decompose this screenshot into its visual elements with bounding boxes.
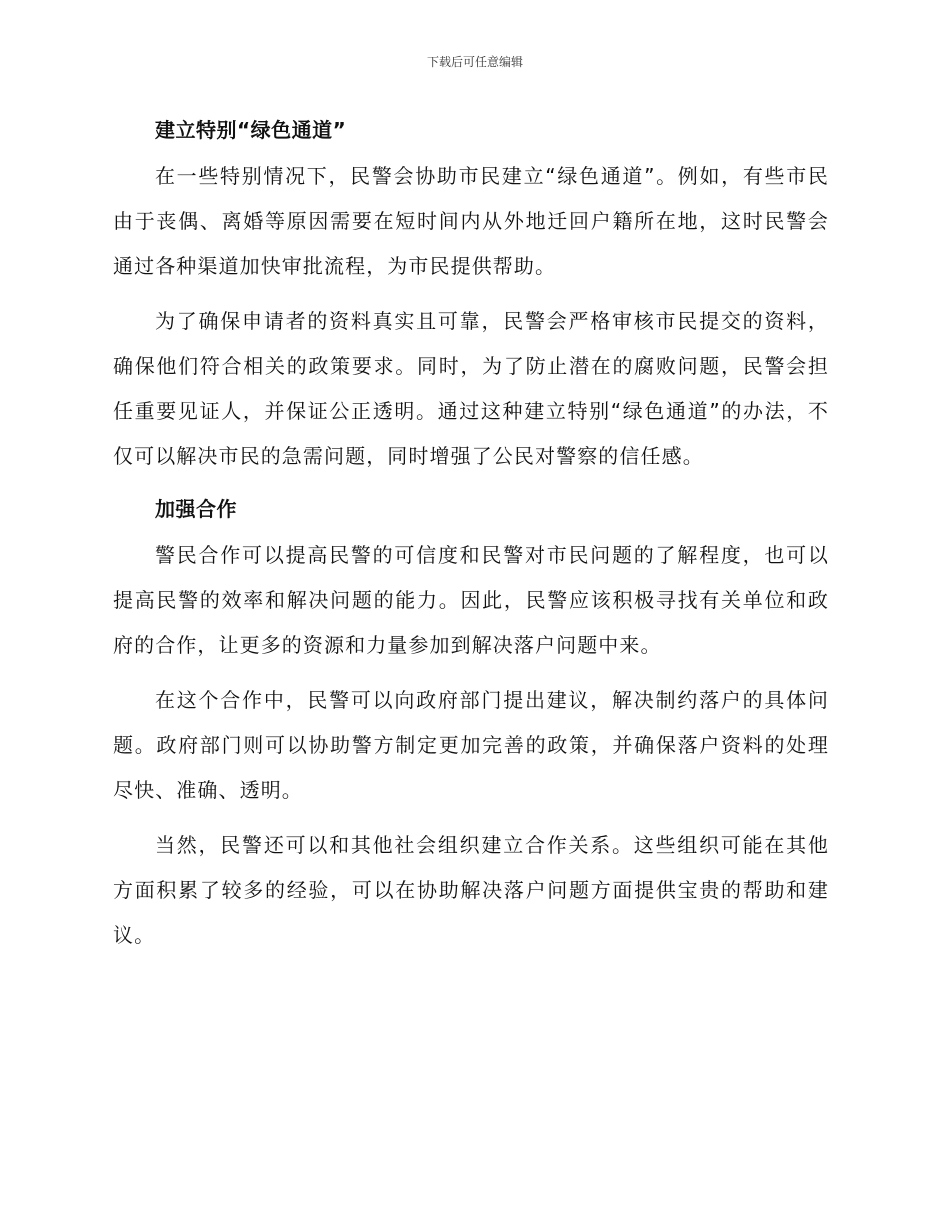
paragraph-cooperation-benefits: 警民合作可以提高民警的可信度和民警对市民问题的了解程度，也可以提高民警的效率和解决问题的能力。因此，民警应该积极寻找有关单位和政府的合作，让更多的资源和力量参加到解决落户问题中来。	[113, 543, 829, 657]
section-heading-cooperation: 加强合作	[155, 497, 237, 521]
paragraph-cooperation-organizations: 当然，民警还可以和其他社会组织建立合作关系。这些组织可能在其他方面积累了较多的经验，可以在协助解决落户问题方面提供宝贵的帮助和建议。	[113, 833, 829, 947]
paragraph-cooperation-government: 在这个合作中，民警可以向政府部门提出建议，解决制约落户的具体问题。政府部门则可以协助警方制定更加完善的政策，并确保落户资料的处理尽快、准确、透明。	[113, 688, 829, 802]
section-heading-green-channel: 建立特别“绿色通道”	[155, 118, 347, 142]
page-header-note: 下载后可任意编辑	[426, 55, 523, 69]
paragraph-green-channel-review: 为了确保申请者的资料真实且可靠，民警会严格审核市民提交的资料，确保他们符合相关的政策要求。同时，为了防止潜在的腐败问题，民警会担任重要见证人，并保证公正透明。通过这种建立特别“绿色通道”的办法，不仅可以解决市民的急需问题，同时增强了公民对警察的信任感。	[113, 309, 829, 468]
document-body	[113, 114, 829, 958]
paragraph-green-channel-intro: 在一些特别情况下，民警会协助市民建立“绿色通道”。例如，有些市民由于丧偶、离婚等原因需要在短时间内从外地迁回户籍所在地，这时民警会通过各种渠道加快审批流程，为市民提供帮助。	[113, 164, 829, 278]
